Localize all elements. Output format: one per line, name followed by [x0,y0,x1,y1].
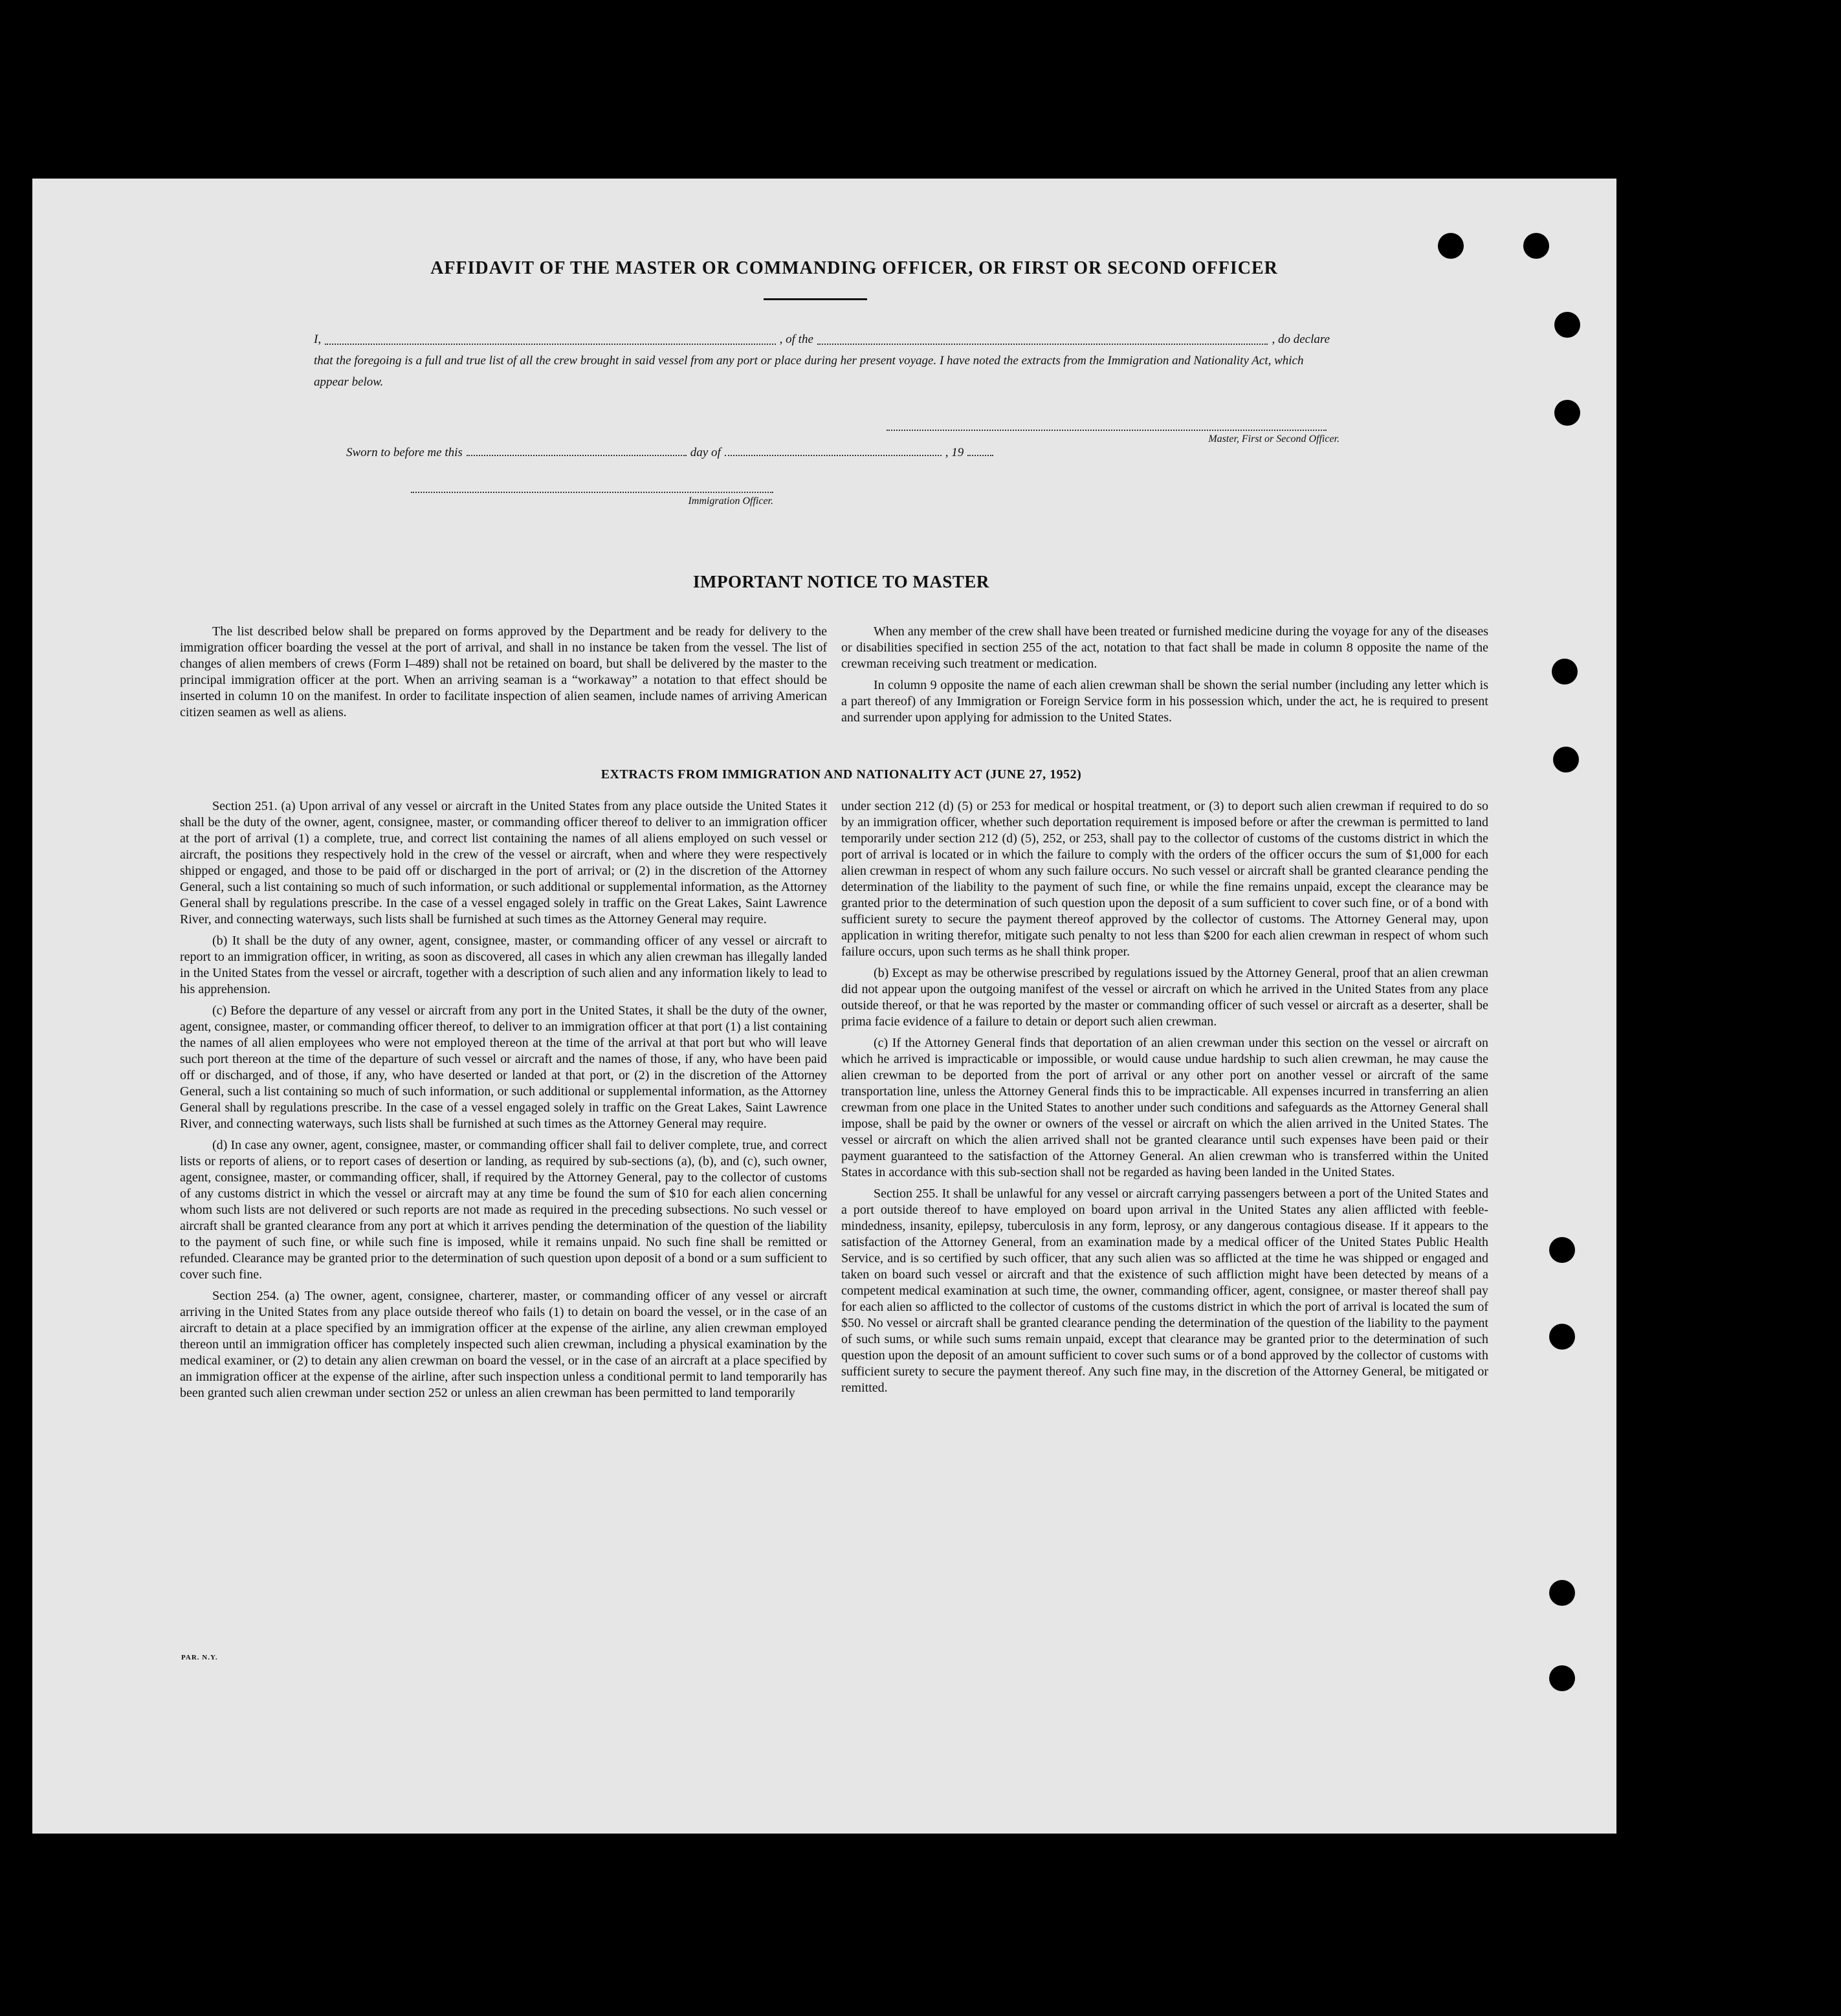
notice-left-column [180,624,827,726]
extract-paragraph: (b) Except as may be otherwise prescribed by regulations issued by the Attorney General, proof that an alien crewman did not appear upon the outgoing manifest of the vessel or aircraft on which he arrived in the United States from any place outside thereof, or that he was reported by the master or commanding officer of such vessel or aircraft as a deserter, shall be prima facie evidence of a failure to detain or deport such alien crewman. [841,966,1488,1029]
extract-paragraph: (d) In case any owner, agent, consignee, master, or commanding officer shall fail to deliver complete, true, and correct lists or reports of aliens, or to report cases of desertion or landing, as required by sub-sections (a), (b), and (c), such owner, agent, consignee, master, or commanding officer, shall, if required by the Attorney General, pay to the collector of customs of any customs district in which the vessel or aircraft may at any time be found the sum of $10 for each alien concerning whom such lists are not delivered or such reports are not made as required in the preceding subsections. No such vessel or aircraft shall be granted clearance from any port at which it arrives pending the determination of the question of the liability to the payment of such fine, or while such fine is imposed, while it remains unpaid. No such fine shall be remitted or refunded. Clearance may be granted prior to the determination of such question upon deposit of a bond or a sum sufficient to cover such fine. [180,1138,827,1282]
printer-mark: PAR. N.Y. [181,1654,218,1661]
binder-hole [1553,747,1579,772]
declaration [314,329,1330,393]
notice-right-column [841,624,1488,731]
extracts-title: EXTRACTS FROM IMMIGRATION AND NATIONALITY ACT (JUNE 27, 1952) [601,767,1082,782]
master-signature-line[interactable] [887,430,1327,431]
notice-paragraph: The list described below shall be prepared on forms approved by the Department and be ready for delivery to the immigration officer boarding the vessel at the port of arrival, and shall in no instance be taken from the vessel. The list of changes of alien members of crews (Form I–489) shall not be retained on board, but shall be delivered by the master to the principal immigration officer at the port. When an arriving seaman is a “workaway” a notation to that effect should be inserted in column 10 on the manifest. In order to facilitate inspection of alien seamen, include names of arriving American citizen seamen as well as aliens. [180,624,827,719]
notice-title: IMPORTANT NOTICE TO MASTER [693,572,989,591]
declaration-line [314,329,1330,350]
notice-paragraph: In column 9 opposite the name of each alien crewman shall be shown the serial number (including any letter which is a part thereof) of any Immigration or Foreign Service form in his possession which, under the act, he is required to present and surrender upon applying for admission to the United States. [841,678,1488,725]
name-blank[interactable] [325,344,776,345]
officer-signature-label: Immigration Officer. [688,496,773,507]
decl-i: I, [314,333,322,346]
extract-paragraph: (c) If the Attorney General finds that deportation of an alien crewman under this section on the vessel or aircraft on which he arrived is impracticable or impossible, or would cause undue hardship to such alien crewman, he may cause the alien crewman to be deported from the port of arrival or any other port on another vessel or aircraft of the same transportation line, unless the Attorney General finds this to be impracticable. All expenses incurred in transferring an alien crewman from one place in the United States to another under such conditions and safeguards as the Attorney General shall impose, shall be paid by the owner or owners of the vessel or aircraft on which the alien arrived in the United States. The vessel or aircraft on which the alien arrived shall not be granted clearance until such expenses have been paid or their payment guaranteed to the satisfaction of the Attorney General. An alien crewman who is transferred within the United States in accordance with this sub-section shall not be regarded as having been landed in the United States. [841,1036,1488,1179]
year-blank[interactable] [967,455,993,456]
binder-hole [1549,1665,1575,1691]
sworn-line [346,446,1123,460]
binder-hole [1549,1324,1575,1350]
extract-paragraph: under section 212 (d) (5) or 253 for medical or hospital treatment, or (3) to deport such alien crewman if required to do so by an immigration officer, whether such deportation requirement is imposed before or after the crewman is permitted to land temporarily under section 212 (d) (5), 252, or 253, shall pay to the collector of customs of the customs district in which the port of arrival is located or in which the failure to comply with the orders of the officer occurs the sum of $1,000 for each alien crewman in respect of whom any such failure occurs. No such vessel or aircraft shall be granted clearance pending the determination of the liability to the payment of such fine, or while the fine remains unpaid, except the clearance may be granted prior to the determination of such question upon the deposit of a sum sufficient to cover such fine, or of a bond with sufficient surety to secure the payment thereof approved by the collector of customs. The Attorney General may, upon application in writing therefor, mitigate such penalty to not less than $200 for each alien crewman in respect of whom such failure occurs, upon such terms as he shall think proper. [841,799,1488,959]
binder-hole [1554,312,1580,338]
extract-paragraph: Section 255. It shall be unlawful for any vessel or aircraft carrying passengers between a port of the United States and a port outside thereof to have employed on board upon arrival in the United States any alien afflicted with feeble-mindedness, insanity, epilepsy, tuberculosis in any form, leprosy, or any dangerous contagious disease. If it appears to the satisfaction of the Attorney General, from an examination made by a medical officer of the United States Public Health Service, and is so certified by such officer, that any such alien was so afflicted at the time he was shipped or engaged and taken on board such vessel or aircraft and that the existence of such affliction might have been detected by means of a competent medical examination at such time, the owner, commanding officer, agent, consignee, or master thereof shall pay for each alien so afflicted to the collector of customs of the customs district in which the port of arrival is located the sum of $50. No vessel or aircraft shall be granted clearance pending the determination of the question of the liability to the payment of such sums, or while such sums remain unpaid, except that clearance may be granted prior to the determination of such question upon the deposit of an amount sufficient to cover such sums or of a bond approved by the collector of customs with sufficient surety to secure the payment thereof. Any such fine may, in the discretion of the Attorney General, be mitigated or remitted. [841,1187,1488,1395]
extract-paragraph: (b) It shall be the duty of any owner, agent, consignee, master, or commanding officer of any vessel or aircraft to report to an immigration officer, in writing, as soon as discovered, all cases in which any alien crewman has illegally landed in the United States from the vessel or aircraft, together with a description of such alien and any information likely to lead to his apprehension. [180,934,827,996]
declaration-text: that the foregoing is a full and true list of all the crew brought in said vessel from any port or place during her present voyage. I have noted the extracts from the Immigration and Nationality Act, which appear below. [314,354,1304,389]
month-blank[interactable] [725,455,942,456]
binder-hole [1552,659,1578,685]
extracts-left-column [180,798,827,1407]
binder-hole [1438,233,1464,259]
extract-paragraph: Section 251. (a) Upon arrival of any vessel or aircraft in the United States from any place outside the United States it shall be the duty of the owner, agent, consignee, master, or commanding officer thereof to deliver to an immigration officer at the port of arrival (1) a complete, true, and correct list containing the names of all aliens employed on such vessel or aircraft, the positions they respectively hold in the crew of the vessel or aircraft, when and where they were respectively shipped or engaged, and those to be paid off or discharged in the port of arrival; or (2) in the discretion of the Attorney General, such a list containing so much of such information, or such additional or supplemental information, as the Attorney General shall by regulations prescribe. In the case of a vessel engaged solely in traffic on the Great Lakes, Saint Lawrence River, and connecting waterways, such lists shall be furnished at such times as the Attorney General may require. [180,799,827,926]
binder-hole [1523,233,1549,259]
binder-hole [1549,1237,1575,1263]
binder-hole [1549,1580,1575,1606]
officer-signature-line[interactable] [411,492,773,493]
decl-do-declare: , do declare [1272,333,1330,346]
extracts-right-column [841,798,1488,1401]
sworn-year: , 19 [945,446,964,459]
decl-of-the: , of the [779,333,813,346]
form-page [32,179,1616,1834]
day-blank[interactable] [467,455,687,456]
vessel-blank[interactable] [817,344,1268,345]
title-rule [764,298,867,300]
extract-paragraph: Section 254. (a) The owner, agent, consignee, charterer, master, or commanding officer of any vessel or aircraft arriving in the United States from any place outside thereof who fails (1) to detain on board the vessel, or in the case of an aircraft to detain at a place specified by an immigration officer at the expense of the airline, any alien crewman employed thereon until an immigration officer has completely inspected such alien crewman, including a physical examination by the medical examiner, or (2) to detain any alien crewman on board the vessel, or in the case of an aircraft at a place specified by an immigration officer at the expense of the airline, after such inspection unless a conditional permit to land temporarily has been granted such alien crewman under section 252 or unless an alien crewman has been permitted to land temporarily [180,1289,827,1400]
affidavit-title: AFFIDAVIT OF THE MASTER OR COMMANDING OFFICER, OR FIRST OR SECOND OFFICER [430,258,1278,278]
notice-paragraph: When any member of the crew shall have been treated or furnished medicine during the voyage for any of the diseases or disabilities specified in section 255 of the act, notation to that fact shall be made in column 8 opposite the name of the crewman receiving such treatment or medication. [841,624,1488,671]
sworn-day-of: day of [690,446,721,459]
master-signature-label: Master, First or Second Officer. [1208,433,1339,444]
binder-hole [1554,400,1580,426]
extract-paragraph: (c) Before the departure of any vessel or aircraft from any port in the United States, it shall be the duty of the owner, agent, consignee, master, or commanding officer thereof, to deliver to an immigration officer at that port (1) a list containing the names of all alien employees who were not employed thereon at the time of the arrival at that port but who will leave such port thereon at the time of the departure of such vessel or aircraft and the names of those, if any, who have been paid off or discharged, and of those, if any, who have deserted or landed at that port, or (2) in the discretion of the Attorney General, such a list containing so much of such information, or such additional or supplemental information, as the Attorney General shall by regulations prescribe. In the case of a vessel engaged solely in traffic on the Great Lakes, Saint Lawrence River, and connecting waterways, such lists shall be furnished at such times as the Attorney General may require. [180,1003,827,1131]
sworn-prefix: Sworn to before me this [346,446,463,459]
